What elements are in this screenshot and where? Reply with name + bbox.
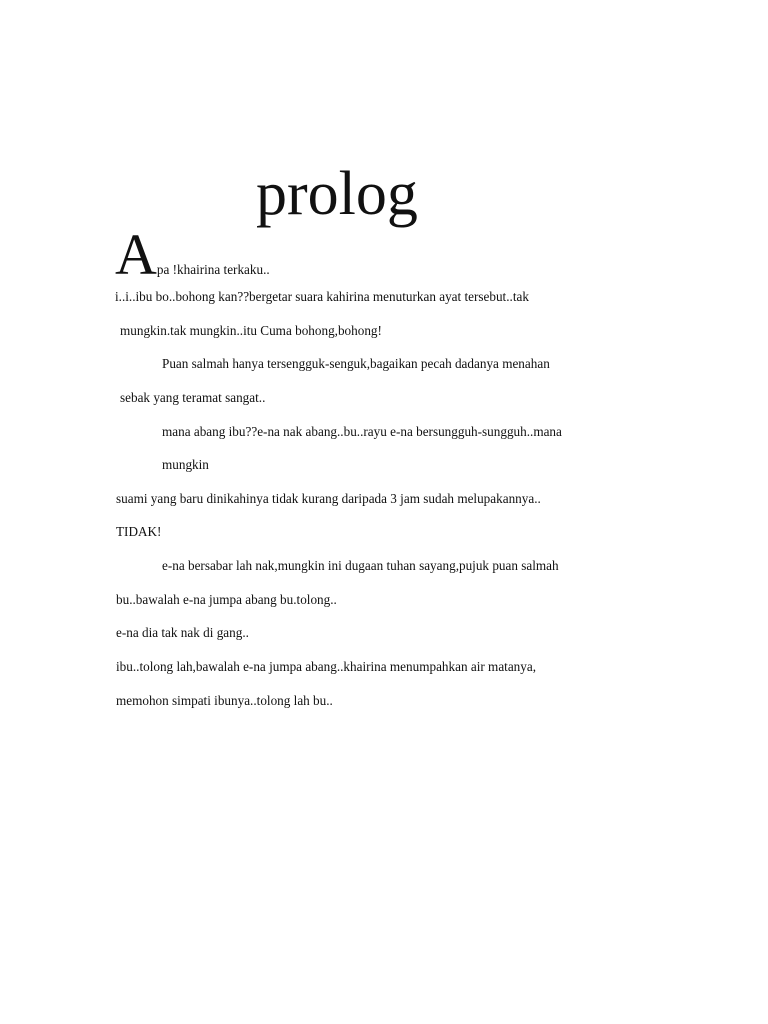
text-line: mana abang ibu??e-na nak abang..bu..rayu e-na bersungguh-sungguh..mana (162, 424, 562, 439)
text-line: sebak yang teramat sangat.. (120, 390, 266, 405)
text-line: mungkin (162, 457, 209, 472)
document-title: prolog (256, 160, 418, 228)
text-line: mungkin.tak mungkin..itu Cuma bohong,bohong! (120, 323, 382, 338)
first-line-text: pa !khairina terkaku.. (156, 262, 270, 277)
text-line: e-na dia tak nak di gang.. (116, 625, 249, 640)
text-line: i..i..ibu bo..bohong kan??bergetar suara kahirina menuturkan ayat tersebut..tak (115, 289, 529, 304)
text-line: memohon simpati ibunya..tolong lah bu.. (116, 693, 333, 708)
text-line: Puan salmah hanya tersengguk-senguk,bagaikan pecah dadanya menahan (162, 356, 550, 371)
first-paragraph-line (115, 222, 270, 287)
text-line: suami yang baru dinikahinya tidak kurang daripada 3 jam sudah melupakannya.. (116, 491, 541, 506)
text-line: TIDAK! (116, 524, 162, 539)
drop-cap-letter: A (115, 222, 157, 287)
text-line: bu..bawalah e-na jumpa abang bu.tolong.. (116, 592, 337, 607)
text-line: e-na bersabar lah nak,mungkin ini dugaan tuhan sayang,pujuk puan salmah (162, 558, 559, 573)
text-line: ibu..tolong lah,bawalah e-na jumpa abang..khairina menumpahkan air matanya, (116, 659, 537, 674)
